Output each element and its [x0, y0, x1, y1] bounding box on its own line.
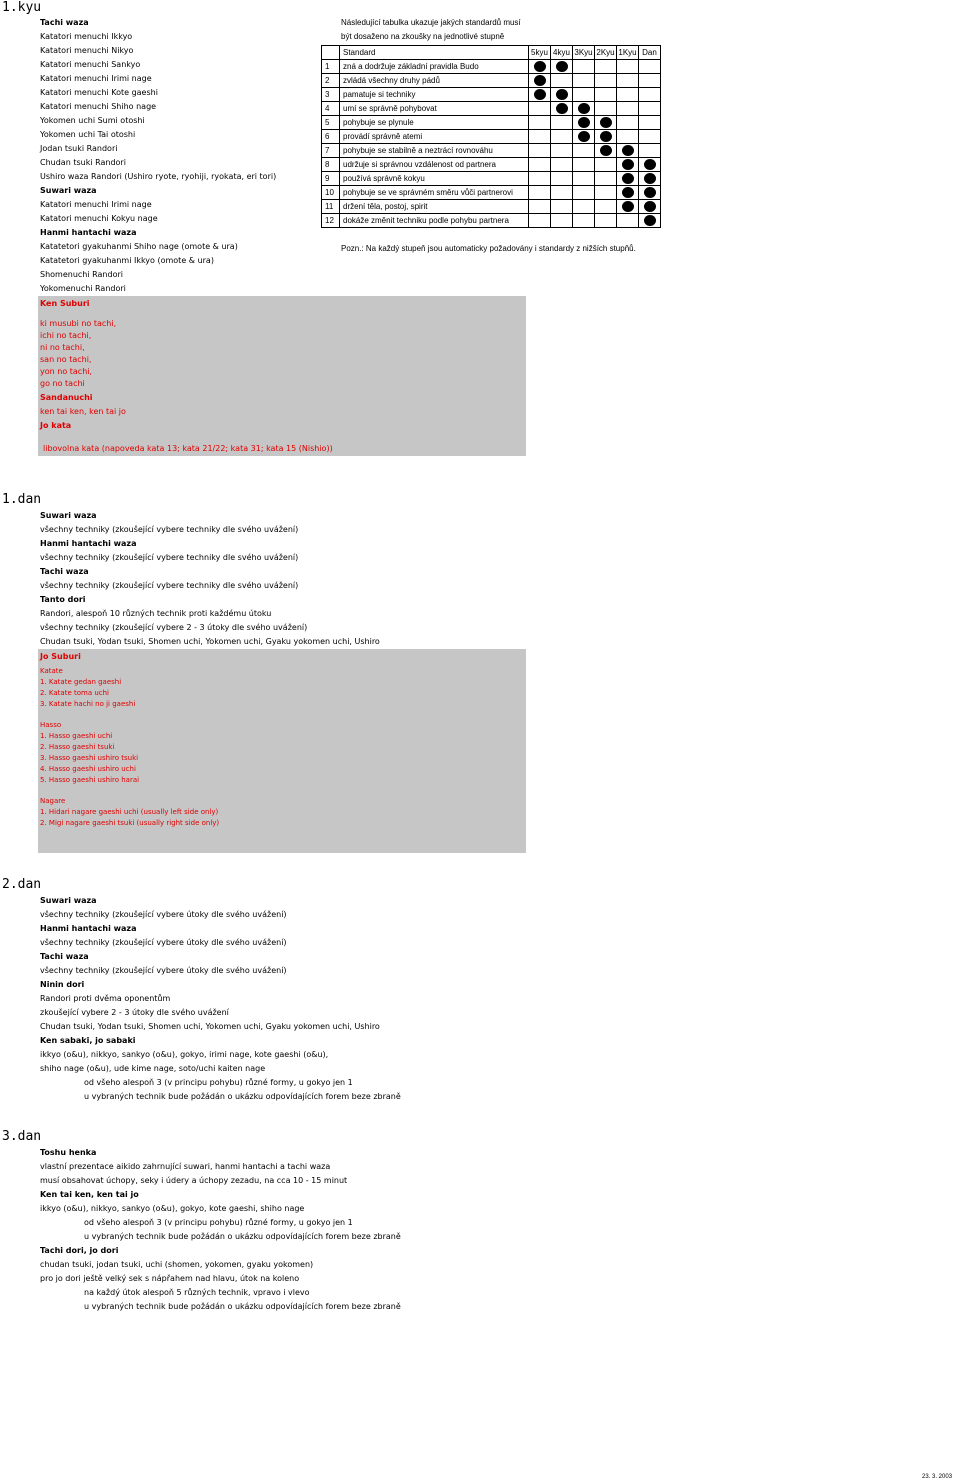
list-item: ikkyo (o&u), nikkyo, sankyo (o&u), gokyo, irimi nage, kote gaeshi (o&u),: [40, 1050, 329, 1059]
list-item: Toshu henka: [40, 1148, 97, 1157]
level-cell: [573, 172, 595, 186]
required-dot-icon: [644, 201, 656, 212]
level-cell: [573, 158, 595, 172]
required-dot-icon: [600, 131, 612, 142]
level-cell: [595, 60, 617, 74]
required-dot-icon: [644, 215, 656, 226]
list-item: Tachi waza: [40, 18, 89, 27]
list-item: Tanto dori: [40, 595, 86, 604]
list-item: Ken tai ken, ken tai jo: [40, 1190, 139, 1199]
list-item: chudan tsuki, jodan tsuki, uchi (shomen, yokomen, gyaku yokomen): [40, 1260, 314, 1269]
level-cell: [639, 158, 661, 172]
level-cell: [529, 186, 551, 200]
list-item: 5. Hasso gaeshi ushiro harai: [40, 776, 140, 784]
row-number: 3: [322, 88, 340, 102]
list-item: ki musubi no tachi,: [40, 319, 117, 328]
row-number: 4: [322, 102, 340, 116]
level-cell: [617, 116, 639, 130]
level-cell: [617, 88, 639, 102]
level-cell: [573, 88, 595, 102]
list-item: všechny techniky (zkoušející vybere útoky dle svého uvážení): [40, 938, 287, 947]
level-cell: [573, 186, 595, 200]
list-item: všechny techniky (zkoušející vybere 2 - 3 útoky dle svého uvážení): [40, 623, 308, 632]
level-cell: [595, 214, 617, 228]
table-row: [322, 200, 661, 214]
list-item: ken tai ken, ken tai jo: [40, 407, 126, 416]
level-cell: [595, 130, 617, 144]
table-note: Pozn.: Na každý stupeň jsou automaticky požadovány i standardy z nižších stupňů.: [341, 244, 636, 253]
list-item: 1. Hasso gaeshi uchi: [40, 732, 113, 740]
list-item: Katatori menuchi Sankyo: [40, 60, 141, 69]
table-row: [322, 158, 661, 172]
level-cell: [529, 172, 551, 186]
list-item: go no tachi: [40, 379, 85, 388]
list-item: ichi no tachi,: [40, 331, 92, 340]
required-dot-icon: [534, 75, 546, 86]
list-item: Shomenuchi Randori: [40, 270, 123, 279]
list-item: 3. Katate hachi no ji gaeshi: [40, 700, 136, 708]
level-cell: [595, 74, 617, 88]
list-item: shiho nage (o&u), ude kime nage, soto/uchi kaiten nage: [40, 1064, 266, 1073]
required-dot-icon: [644, 187, 656, 198]
level-cell: [551, 60, 573, 74]
list-item: Suwari waza: [40, 186, 97, 195]
level-cell: [529, 200, 551, 214]
level-cell: [617, 74, 639, 88]
list-item: Katatori menuchi Irimi nage: [40, 74, 152, 83]
list-item: 1. Hidari nagare gaeshi uchi (usually left side only): [40, 808, 219, 816]
level-cell: [551, 172, 573, 186]
level-cell: [595, 158, 617, 172]
level-cell: [551, 214, 573, 228]
level-cell: [551, 186, 573, 200]
row-number: 7: [322, 144, 340, 158]
list-item: Ken Suburi: [40, 299, 90, 308]
list-item: u vybraných technik bude požádán o ukázku odpovídajících forem beze zbraně: [84, 1092, 401, 1101]
row-number: 2: [322, 74, 340, 88]
level-cell: [573, 102, 595, 116]
row-number: 1: [322, 60, 340, 74]
list-item: Randori, alespoň 10 různých technik proti každému útoku: [40, 609, 272, 618]
list-item: Hasso: [40, 721, 62, 729]
table-row: [322, 186, 661, 200]
list-item: u vybraných technik bude požádán o ukázku odpovídajících forem beze zbraně: [84, 1302, 401, 1311]
row-number: 5: [322, 116, 340, 130]
standard-text: zná a dodržuje základní pravidla Budo: [340, 60, 527, 74]
list-item: Sandanuchi: [40, 393, 93, 402]
standard-text: umí se správně pohybovat: [340, 102, 527, 116]
required-dot-icon: [622, 159, 634, 170]
list-item: od všeho alespoň 3 (v principu pohybu) různé formy, u gokyo jen 1: [84, 1078, 353, 1087]
level-cell: [529, 102, 551, 116]
standard-text: provádí správně atemi: [340, 130, 527, 144]
level-cell: [595, 172, 617, 186]
table-row: [322, 74, 661, 88]
list-item: Katatetori gyakuhanmi Ikkyo (omote & ura): [40, 256, 214, 265]
level-cell: [595, 88, 617, 102]
table-row: [322, 130, 661, 144]
list-item: Tachi waza: [40, 952, 89, 961]
heading-2dan: 2.dan: [2, 877, 42, 892]
column-header-level: 4kyu: [551, 46, 573, 60]
list-item: Jo Suburi: [40, 652, 81, 661]
row-number: 10: [322, 186, 340, 200]
level-cell: [639, 186, 661, 200]
level-cell: [551, 130, 573, 144]
level-cell: [595, 102, 617, 116]
level-cell: [573, 60, 595, 74]
level-cell: [617, 214, 639, 228]
list-item: vlastní prezentace aikido zahrnující suwari, hanmi hantachi a tachi waza: [40, 1162, 331, 1171]
level-cell: [617, 60, 639, 74]
required-dot-icon: [622, 201, 634, 212]
row-number: 9: [322, 172, 340, 186]
list-item: 2. Migi nagare gaeshi tsuki (usually right side only): [40, 819, 220, 827]
standard-text: držení těla, postoj, spirit: [340, 200, 527, 214]
level-cell: [529, 158, 551, 172]
row-number: 12: [322, 214, 340, 228]
level-cell: [639, 102, 661, 116]
level-cell: [573, 116, 595, 130]
list-item: Hanmi hantachi waza: [40, 228, 137, 237]
list-item: Yokomen uchi Sumi otoshi: [40, 116, 145, 125]
level-cell: [551, 116, 573, 130]
list-item: 2. Katate toma uchi: [40, 689, 109, 697]
level-cell: [639, 214, 661, 228]
level-cell: [639, 88, 661, 102]
list-item: Katatori menuchi Ikkyo: [40, 32, 133, 41]
list-item: u vybraných technik bude požádán o ukázku odpovídajících forem beze zbraně: [84, 1232, 401, 1241]
list-item: Nagare: [40, 797, 66, 805]
level-cell: [573, 200, 595, 214]
level-cell: [639, 130, 661, 144]
level-cell: [551, 74, 573, 88]
list-item: san no tachi,: [40, 355, 92, 364]
list-item: Hanmi hantachi waza: [40, 539, 137, 548]
standards-table: [321, 45, 661, 228]
table-row: [322, 116, 661, 130]
required-dot-icon: [556, 61, 568, 72]
list-item: všechny techniky (zkoušející vybere útoky dle svého uvážení): [40, 966, 287, 975]
list-item: Ushiro waza Randori (Ushiro ryote, ryohiji, ryokata, eri tori): [40, 172, 277, 181]
list-item: Hanmi hantachi waza: [40, 924, 137, 933]
column-header-level: 3Kyu: [573, 46, 595, 60]
table-header-row: [322, 46, 661, 60]
list-item: libovolna kata (napoveda kata 13; kata 21/22; kata 31; kata 15 (Nishio)): [43, 444, 333, 453]
level-cell: [551, 200, 573, 214]
required-dot-icon: [578, 117, 590, 128]
required-dot-icon: [622, 173, 634, 184]
list-item: 1. Katate gedan gaeshi: [40, 678, 122, 686]
required-dot-icon: [622, 187, 634, 198]
level-cell: [551, 102, 573, 116]
list-item: Randori proti dvěma oponentům: [40, 994, 171, 1003]
heading-1kyu: 1.kyu: [2, 0, 42, 15]
table-intro-1: Následující tabulka ukazuje jakých standardů musí: [341, 18, 521, 27]
level-cell: [529, 144, 551, 158]
list-item: Yokomen uchi Tai otoshi: [40, 130, 136, 139]
list-item: Katatori menuchi Shiho nage: [40, 102, 157, 111]
column-header-level: 5kyu: [529, 46, 551, 60]
list-item: yon no tachi,: [40, 367, 93, 376]
level-cell: [617, 200, 639, 214]
list-item: Ninin dori: [40, 980, 85, 989]
list-item: Tachi dori, jo dori: [40, 1246, 119, 1255]
level-cell: [639, 172, 661, 186]
level-cell: [551, 158, 573, 172]
required-dot-icon: [578, 103, 590, 114]
standard-text: dokáže změnit techniku podle pohybu partnera: [340, 214, 527, 228]
level-cell: [639, 60, 661, 74]
required-dot-icon: [644, 173, 656, 184]
required-dot-icon: [622, 145, 634, 156]
list-item: od všeho alespoň 3 (v principu pohybu) různé formy, u gokyo jen 1: [84, 1218, 353, 1227]
standard-text: pamatuje si techniky: [340, 88, 527, 102]
standard-text: používá správně kokyu: [340, 172, 527, 186]
standard-text: pohybuje se stabilně a neztrácí rovnováhu: [340, 144, 527, 158]
level-cell: [529, 60, 551, 74]
row-number: 8: [322, 158, 340, 172]
level-cell: [573, 74, 595, 88]
table-row: [322, 88, 661, 102]
list-item: Chudan tsuki Randori: [40, 158, 126, 167]
list-item: všechny techniky (zkoušející vybere útoky dle svého uvážení): [40, 910, 287, 919]
required-dot-icon: [556, 89, 568, 100]
level-cell: [573, 214, 595, 228]
level-cell: [617, 172, 639, 186]
list-item: Katatori menuchi Kote gaeshi: [40, 88, 158, 97]
list-item: Katatori menuchi Irimi nage: [40, 200, 152, 209]
level-cell: [595, 186, 617, 200]
list-item: Katate: [40, 667, 63, 675]
list-item: Suwari waza: [40, 896, 97, 905]
column-header-level: 2Kyu: [595, 46, 617, 60]
level-cell: [595, 116, 617, 130]
level-cell: [551, 144, 573, 158]
heading-1dan: 1.dan: [2, 492, 42, 507]
level-cell: [551, 88, 573, 102]
level-cell: [529, 116, 551, 130]
list-item: Chudan tsuki, Yodan tsuki, Shomen uchi, Yokomen uchi, Gyaku yokomen uchi, Ushiro: [40, 1022, 380, 1031]
list-item: zkoušející vybere 2 - 3 útoky dle svého uvážení: [40, 1008, 229, 1017]
table-intro-2: být dosaženo na zkoušky na jednotlivé stupně: [341, 32, 505, 41]
list-item: Suwari waza: [40, 511, 97, 520]
list-item: Jodan tsuki Randori: [40, 144, 118, 153]
standard-text: pohybuje se ve správném směru vůči partnerovi: [340, 186, 527, 200]
table-row: [322, 172, 661, 186]
standard-text: zvládá všechny druhy pádů: [340, 74, 527, 88]
column-header-standard: Standard: [340, 46, 527, 60]
list-item: ni no tachi,: [40, 343, 85, 352]
list-item: Yokomenuchi Randori: [40, 284, 126, 293]
table-row: [322, 214, 661, 228]
level-cell: [573, 144, 595, 158]
list-item: všechny techniky (zkoušející vybere techniky dle svého uvážení): [40, 525, 299, 534]
column-header-level: Dan: [639, 46, 661, 60]
list-item: 3. Hasso gaeshi ushiro tsuki: [40, 754, 139, 762]
level-cell: [639, 74, 661, 88]
level-cell: [617, 130, 639, 144]
required-dot-icon: [556, 103, 568, 114]
required-dot-icon: [644, 159, 656, 170]
level-cell: [529, 74, 551, 88]
list-item: pro jo dori ještě velký sek s nápřahem nad hlavu, útok na koleno: [40, 1274, 300, 1283]
table-row: [322, 60, 661, 74]
list-item: Katatori menuchi Kokyu nage: [40, 214, 158, 223]
level-cell: [617, 158, 639, 172]
required-dot-icon: [578, 131, 590, 142]
level-cell: [639, 116, 661, 130]
list-item: všechny techniky (zkoušející vybere techniky dle svého uvážení): [40, 553, 299, 562]
list-item: Ken sabaki, jo sabaki: [40, 1036, 136, 1045]
list-item: musí obsahovat úchopy, seky i údery a úchopy zezadu, na cca 10 - 15 minut: [40, 1176, 348, 1185]
list-item: 2. Hasso gaeshi tsuki: [40, 743, 115, 751]
row-number: 6: [322, 130, 340, 144]
table-row: [322, 102, 661, 116]
list-item: 4. Hasso gaeshi ushiro uchi: [40, 765, 136, 773]
list-item: Jo kata: [40, 421, 72, 430]
column-header-level: 1Kyu: [617, 46, 639, 60]
level-cell: [529, 88, 551, 102]
level-cell: [573, 130, 595, 144]
heading-3dan: 3.dan: [2, 1129, 42, 1144]
required-dot-icon: [534, 89, 546, 100]
footer-date: 23. 3. 2003: [922, 1474, 953, 1480]
table-cell: [322, 46, 340, 60]
list-item: ikkyo (o&u), nikkyo, sankyo (o&u), gokyo, kote gaeshi, shiho nage: [40, 1204, 305, 1213]
row-number: 11: [322, 200, 340, 214]
list-item: Katatori menuchi Nikyo: [40, 46, 134, 55]
list-item: všechny techniky (zkoušející vybere techniky dle svého uvážení): [40, 581, 299, 590]
standard-text: pohybuje se plynule: [340, 116, 527, 130]
level-cell: [617, 144, 639, 158]
required-dot-icon: [534, 61, 546, 72]
table-row: [322, 144, 661, 158]
level-cell: [529, 214, 551, 228]
list-item: Chudan tsuki, Yodan tsuki, Shomen uchi, Yokomen uchi, Gyaku yokomen uchi, Ushiro: [40, 637, 380, 646]
required-dot-icon: [600, 145, 612, 156]
level-cell: [595, 144, 617, 158]
list-item: na každý útok alespoň 5 různých technik, vpravo i vlevo: [84, 1288, 310, 1297]
level-cell: [617, 186, 639, 200]
level-cell: [639, 200, 661, 214]
level-cell: [595, 200, 617, 214]
list-item: Tachi waza: [40, 567, 89, 576]
required-dot-icon: [600, 117, 612, 128]
list-item: Katatetori gyakuhanmi Shiho nage (omote & ura): [40, 242, 238, 251]
level-cell: [529, 130, 551, 144]
level-cell: [617, 102, 639, 116]
level-cell: [639, 144, 661, 158]
standard-text: udržuje si správnou vzdálenost od partnera: [340, 158, 527, 172]
